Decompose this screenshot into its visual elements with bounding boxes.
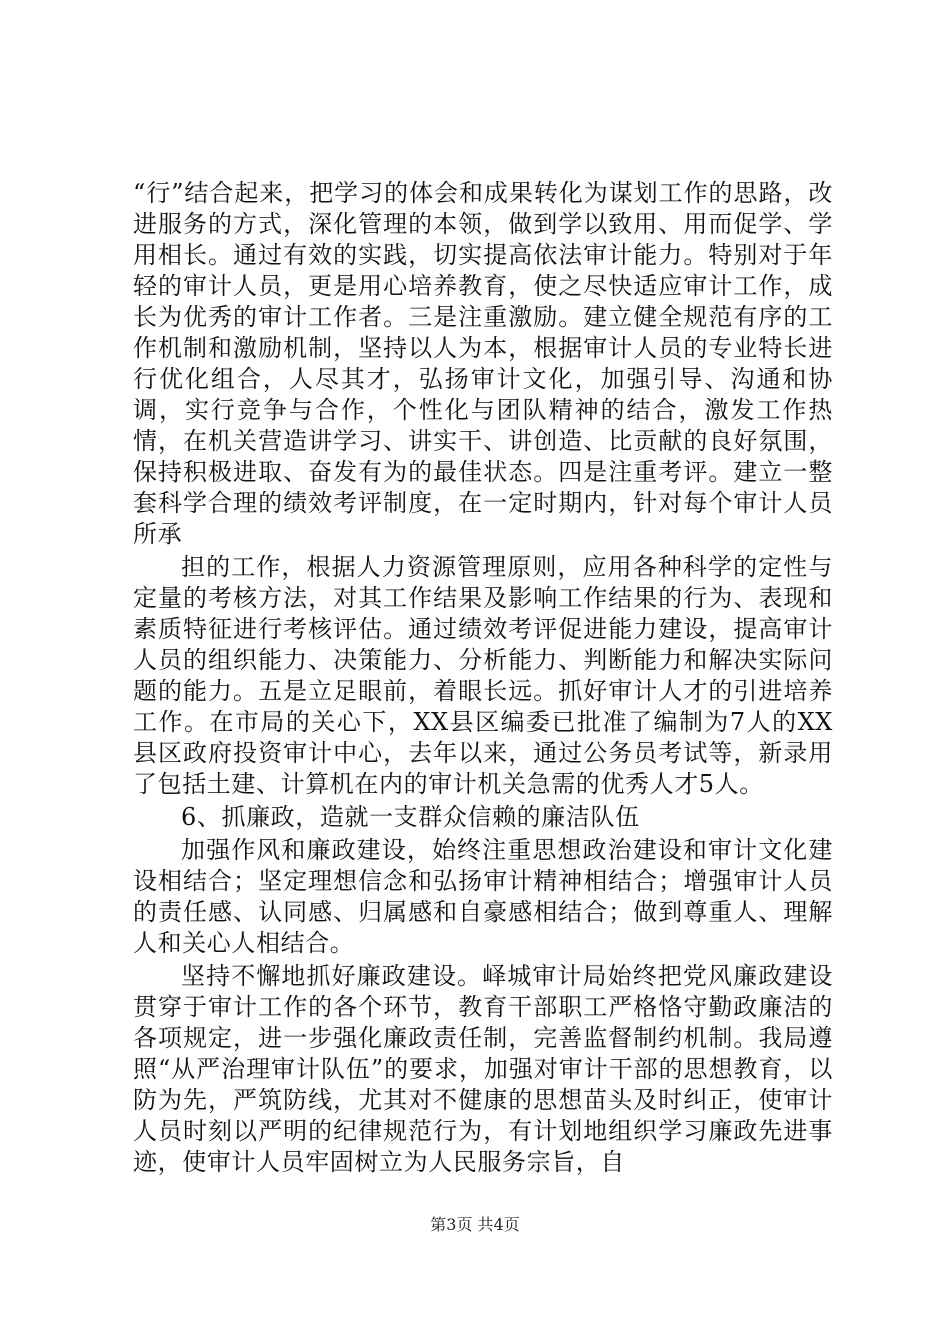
document-body: [133, 178, 833, 1180]
page-number-footer: 第3页 共4页: [430, 1215, 520, 1234]
paragraph-integrity-building: 坚持不懈地抓好廉政建设。峄城审计局始终把党风廉政建设贯穿于审计工作的各个环节，教育干部职工严格恪守勤政廉洁的各项规定，进一步强化廉政责任制，完善监督制约机制。我局遵照“从严治理审计队伍”的要求，加强对审计干部的思想教育，以防为先，严筑防线，尤其对不健康的思想苗头及时纠正，使审计人员时刻以严明的纪律规范行为，有计划地组织学习廉政先进事迹，使审计人员牢固树立为人民服务宗旨，自: [133, 962, 833, 1176]
paragraph-style-building: 加强作风和廉政建设，始终注重思想政治建设和审计文化建设相结合；坚定理想信念和弘扬审计精神相结合；增强审计人员的责任感、认同感、归属感和自豪感相结合；做到尊重人、理解人和关心人相结合。: [133, 836, 833, 957]
section-heading-6: 6、抓廉政，造就一支群众信赖的廉洁队伍: [181, 803, 640, 831]
paragraph-continuation-1: “行”结合起来，把学习的体会和成果转化为谋划工作的思路，改进服务的方式，深化管理的本领，做到学以致用、用而促学、学用相长。通过有效的实践，切实提高依法审计能力。特别对于年轻的审计人员，更是用心培养教育，使之尽快适应审计工作，成长为优秀的审计工作者。三是注重激励。建立健全规范有序的工作机制和激励机制，坚持以人为本，根据审计人员的专业特长进行优化组合，人尽其才，弘扬审计文化，加强引导、沟通和协调，实行竞争与合作，个性化与团队精神的结合，激发工作热情，在机关营造讲学习、讲实干、讲创造、比贡献的良好氛围，保持积极进取、奋发有为的最佳状态。四是注重考评。建立一整套科学合理的绩效考评制度，在一定时期内，针对每个审计人员所承: [133, 179, 833, 548]
paragraph-continuation-2: 担的工作，根据人力资源管理原则，应用各种科学的定性与定量的考核方法，对其工作结果及影响工作结果的行为、表现和素质特征进行考核评估。通过绩效考评促进能力建设，提高审计人员的组织能力、决策能力、分析能力、判断能力和解决实际问题的能力。五是立足眼前，着眼长远。抓好审计人才的引进培养工作。在市局的关心下，XX县区编委已批准了编制为7人的XX县区政府投资审计中心，去年以来，通过公务员考试等，新录用了包括土建、计算机在内的审计机关急需的优秀人才5人。: [133, 553, 833, 798]
